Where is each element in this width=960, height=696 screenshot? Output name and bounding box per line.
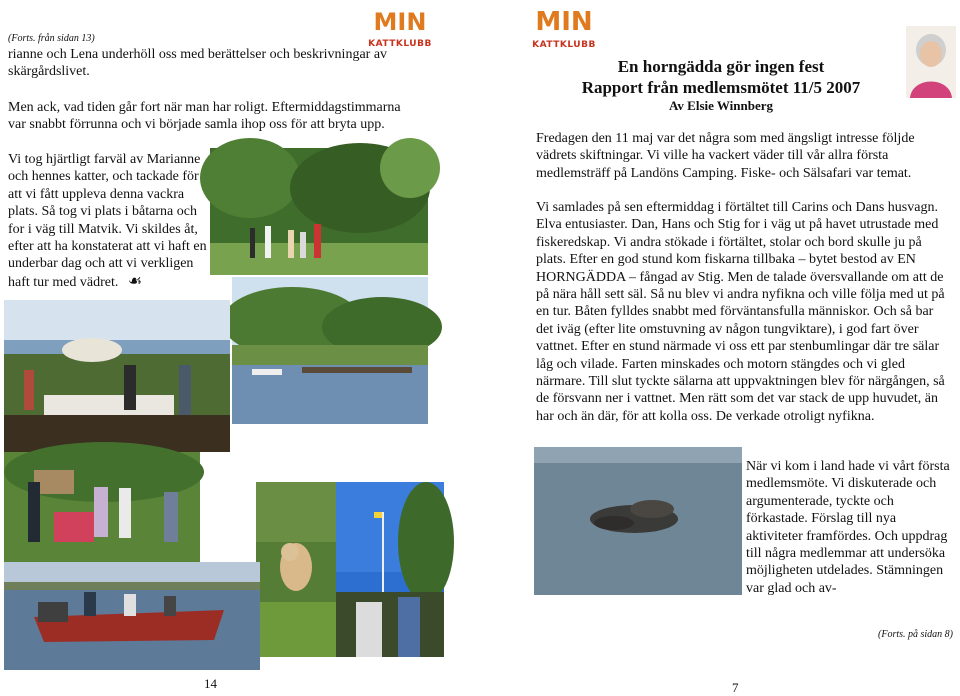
left-paragraph-2-narrow bbox=[8, 151, 208, 291]
article-byline: Av Elsie Winnberg bbox=[668, 98, 774, 113]
article-title: En horngädda gör ingen fest bbox=[617, 57, 825, 76]
left-paragraph-2: Men ack, vad tiden går fort när man har roligt. Eftermiddagstimmarna var snabbt förrunna och vi började samla ihop oss för att bryta upp. bbox=[8, 100, 401, 133]
logo-bottom-text: KATTKLUBB bbox=[532, 40, 596, 50]
kattklubb-logo-graphic bbox=[368, 4, 432, 50]
continued-to-note: (Forts. på sidan 8) bbox=[878, 629, 953, 640]
kattklubb-logo-right bbox=[534, 2, 594, 52]
photo-flagpole-group bbox=[336, 482, 444, 657]
left-page-number: 14 bbox=[204, 676, 217, 691]
svg-text:KATTKLUBB: KATTKLUBB bbox=[368, 39, 432, 49]
right-page bbox=[480, 0, 960, 695]
left-paragraph-1: rianne och Lena underhöll oss med berättelser och beskrivningar av skärgårdslivet. bbox=[8, 47, 388, 80]
left-paragraph-2-narrow-text: Vi tog hjärtligt farväl av Marianne och hennes katter, och tackade för att vi fått uppleva denna vackra plats. Så tog vi plats i båtarna och for i väg till Matvik. Vi skildes åt, efter att ha konstaterat att vi haft en underbar dag och att vi verkligen haft tur med vädret. bbox=[8, 152, 207, 290]
logo-top-text: MIN bbox=[535, 7, 593, 37]
kattklubb-logo bbox=[368, 4, 432, 50]
author-portrait bbox=[906, 26, 956, 98]
left-page bbox=[0, 0, 460, 692]
photo-seated-group bbox=[4, 452, 200, 562]
photo-seals bbox=[534, 447, 742, 595]
photo-harbour bbox=[232, 277, 428, 424]
article-subtitle: Rapport från medlemsmötet 11/5 2007 bbox=[581, 78, 861, 97]
right-paragraph-1: Fredagen den 11 maj var det några som med ängsligt intresse följde vädrets skiftningar. Vi ville ha vackert väder till vår allra första medlemsträff på Landöns Camping. Fiske- och Sälsafari var temat. bbox=[536, 131, 915, 181]
right-page-number: 7 bbox=[732, 680, 739, 695]
svg-text:MIN: MIN bbox=[373, 8, 427, 36]
photo-outdoor-dining bbox=[4, 300, 230, 452]
photo-garden-group bbox=[210, 148, 428, 275]
photo-cat bbox=[256, 482, 336, 657]
right-paragraph-2: Vi samlades på sen eftermiddag i förtältet till Carins och Dans husvagn. Elva entusiaster. Dan, Hans och Stig for i väg ut på havet utrustade med fiskeredskap. Vi andra stökade i förtältet, stolar och bord skulle ju på plats. Efter en god stund kom fiskarna tillbaka – bytet bestod av EN HORNGÄDDA – fångad av Stig. Men de talade översvallande om att de på nära håll sett säl. Så nu blev vi andra nyfikna och ville följa med ut på en tur. Båten fylldes snabbt med förväntansfulla människor. Och så bar det iväg (efter lite omstuvning av någon tungviktare), i god fart över vattnet. Efter en stund närmade vi oss ett par stenbumlingar där tre sälar låg och vilade. Farten minskades och motorn stängdes och vi gled närmare. Till slut tyckte sälarna att uppvaktningen blev för närgången, så de försvann ner i vattnet. Men rätt som det var stack de upp huvudet, än har och än där, för att kolla oss. De verkade otroligt nyfikna. bbox=[536, 200, 945, 424]
photo-boat bbox=[4, 562, 260, 670]
continued-from-note: (Forts. från sidan 13) bbox=[8, 33, 95, 44]
end-mark-icon: ☙ bbox=[127, 272, 143, 290]
right-paragraph-3: När vi kom i land hade vi vårt första medlemsmöte. Vi diskuterade och argumenterade, tyckte och förkastade. Förslag till nya aktiviteter framfördes. Och uppdrag till några medlemmar att undersöka möjligheten utdelades. Stämningen var glad och av- bbox=[746, 459, 950, 596]
article-heading bbox=[536, 57, 906, 114]
